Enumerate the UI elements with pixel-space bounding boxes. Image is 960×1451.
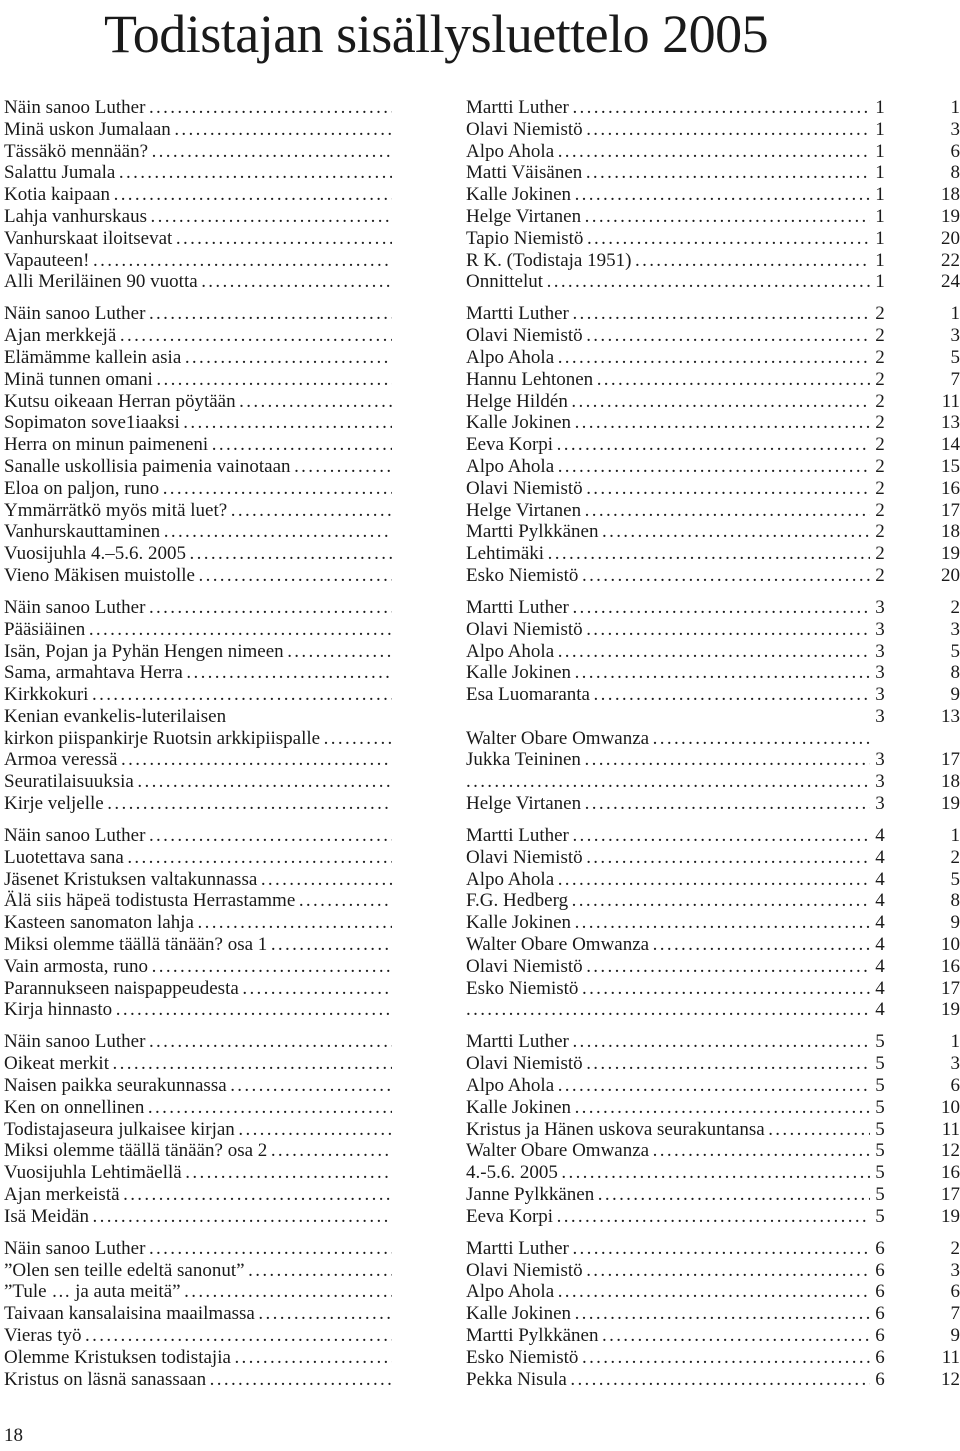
- toc-entry: [4, 1369, 960, 1391]
- toc-entry: [4, 1238, 960, 1260]
- entry-title: Minä uskon Jumalaan . . .: [4, 119, 392, 141]
- entry-author: Walter Obare Omwanza . . .: [466, 728, 870, 750]
- toc-entry: [4, 206, 960, 228]
- entry-issue: 4: [875, 955, 885, 977]
- entry-author: Hannu Lehtonen . . .: [466, 369, 870, 391]
- entry-title: Miksi olemme täällä tänään? osa 2 . . .: [4, 1140, 392, 1162]
- entry-issue: 2: [875, 455, 885, 477]
- entry-author: Kalle Jokinen . . .: [466, 912, 870, 934]
- entry-page: 20: [941, 564, 960, 586]
- entry-page: 11: [941, 1346, 960, 1368]
- entry-author: Olavi Niemistö . . .: [466, 325, 870, 347]
- entry-page: 1: [950, 1031, 960, 1053]
- entry-page: 24: [941, 271, 960, 293]
- entry-page: 22: [941, 249, 960, 271]
- entry-issue: 5: [875, 1205, 885, 1227]
- toc-entry: [4, 1053, 960, 1075]
- entry-author: Martti Pylkkänen . . .: [466, 1325, 870, 1347]
- entry-author: Olavi Niemistö . . .: [466, 1053, 870, 1075]
- entry-title: Taivaan kansalaisina maailmassa . . .: [4, 1303, 392, 1325]
- toc-entry: [4, 912, 960, 934]
- entry-page: 20: [941, 227, 960, 249]
- entry-title: Lahja vanhurskaus . . .: [4, 206, 392, 228]
- entry-author: Eeva Korpi . . .: [466, 1206, 870, 1228]
- entry-author: Esko Niemistö . . .: [466, 978, 870, 1000]
- entry-author: Martti Luther . . .: [466, 1031, 870, 1053]
- toc-entry: [4, 228, 960, 250]
- toc-entry: [4, 934, 960, 956]
- entry-author: Olavi Niemistö . . .: [466, 119, 870, 141]
- entry-page: 8: [950, 162, 960, 184]
- entry-author: Alpo Ahola . . .: [466, 456, 870, 478]
- entry-page: 2: [950, 846, 960, 868]
- entry-issue: 1: [875, 184, 885, 206]
- entry-issue: 5: [875, 1184, 885, 1205]
- entry-page: 3: [950, 1053, 960, 1075]
- toc-entry: [4, 347, 960, 369]
- entry-page: 19: [941, 205, 960, 227]
- entry-author: Alpo Ahola . . .: [466, 869, 870, 891]
- entry-page: 9: [950, 1324, 960, 1346]
- entry-issue: 4: [875, 999, 885, 1021]
- entry-title: Herra on minun paimeneni . . .: [4, 434, 392, 456]
- toc-entry: [4, 1260, 960, 1282]
- entry-page: 12: [941, 1368, 960, 1390]
- entry-author: Alpo Ahola . . .: [466, 347, 870, 369]
- page-title: Todistajan sisällysluettelo 2005: [104, 4, 769, 64]
- toc-entry: [4, 325, 960, 347]
- toc-entry: [4, 97, 960, 119]
- entry-title: kirkon piispankirje Ruotsin arkkipiispalle . . .: [4, 728, 392, 750]
- entry-author: Olavi Niemistö . . .: [466, 956, 870, 978]
- entry-title: Elämämme kallein asia . . .: [4, 347, 392, 369]
- entry-issue: 6: [875, 1303, 885, 1325]
- issue-group: [4, 825, 960, 1021]
- entry-issue: 2: [875, 564, 885, 586]
- entry-issue: 6: [875, 1259, 885, 1281]
- entry-page: 7: [950, 368, 960, 390]
- entry-page: 19: [941, 1205, 960, 1227]
- entry-issue: 1: [875, 227, 885, 249]
- entry-author: Tapio Niemistö . . .: [466, 228, 870, 250]
- entry-issue: 1: [875, 205, 885, 227]
- entry-page: 16: [941, 955, 960, 977]
- entry-issue: 2: [875, 499, 885, 521]
- entry-author: Olavi Niemistö . . .: [466, 619, 870, 641]
- toc-entry: [4, 793, 960, 815]
- entry-page: 5: [950, 640, 960, 662]
- entry-page: 6: [950, 140, 960, 162]
- entry-issue: 6: [875, 1237, 885, 1259]
- entry-author: Onnittelut . . .: [466, 271, 870, 293]
- entry-author: Walter Obare Omwanza . . .: [466, 1140, 870, 1162]
- toc-entry: [4, 162, 960, 184]
- entry-title: Kristus on läsnä sanassaan . . .: [4, 1369, 392, 1391]
- entry-page: 19: [941, 543, 960, 565]
- toc-entry: [4, 478, 960, 500]
- entry-page: 13: [941, 412, 960, 434]
- entry-author: Martti Luther . . .: [466, 1238, 870, 1260]
- entry-author: Esko Niemistö . . .: [466, 1347, 870, 1369]
- entry-author: Helge Hildén . . .: [466, 391, 870, 413]
- toc-entry: [4, 184, 960, 206]
- entry-page: 5: [950, 868, 960, 890]
- entry-author: Kalle Jokinen . . .: [466, 662, 870, 684]
- toc-entry: [4, 847, 960, 869]
- entry-title: Naisen paikka seurakunnassa . . .: [4, 1075, 392, 1097]
- entry-author: Olavi Niemistö . . .: [466, 847, 870, 869]
- entry-title: Armoa veressä . . .: [4, 749, 392, 771]
- entry-page: 8: [950, 890, 960, 912]
- entry-author: Jukka Teininen . . .: [466, 749, 870, 771]
- issue-group: [4, 303, 960, 586]
- entry-author: Martti Luther . . .: [466, 303, 870, 325]
- entry-issue: 2: [875, 477, 885, 499]
- entry-title: Älä siis häpeä todistusta Herrastamme . . .: [4, 890, 392, 912]
- entry-page: 17: [941, 1184, 960, 1205]
- entry-page: 19: [941, 793, 960, 815]
- toc-entry: [4, 303, 960, 325]
- entry-title: Ajan merkeistä . . .: [4, 1184, 392, 1206]
- entry-page: 10: [941, 934, 960, 956]
- entry-title: Minä tunnen omani . . .: [4, 369, 392, 391]
- entry-author: Kristus ja Hänen uskova seurakuntansa . . .: [466, 1119, 870, 1141]
- entry-title: ”Olen sen teille edeltä sanonut” . . .: [4, 1260, 392, 1282]
- entry-title: Alli Meriläinen 90 vuotta . . .: [4, 271, 392, 293]
- entry-author: F.G. Hedberg . . .: [466, 890, 870, 912]
- entry-author: Olavi Niemistö . . .: [466, 1260, 870, 1282]
- entry-title: Vain armosta, runo . . .: [4, 956, 392, 978]
- entry-issue: 2: [875, 434, 885, 456]
- entry-title: Näin sanoo Luther . . .: [4, 1031, 392, 1053]
- entry-issue: 4: [875, 977, 885, 999]
- entry-issue: 2: [875, 346, 885, 368]
- entry-page: 19: [941, 999, 960, 1021]
- toc-entry: [4, 1303, 960, 1325]
- entry-issue: 5: [875, 1031, 885, 1053]
- entry-author: Martti Luther . . .: [466, 597, 870, 619]
- entry-page: 17: [941, 977, 960, 999]
- toc-entry: [4, 250, 960, 272]
- entry-page: 16: [941, 1162, 960, 1184]
- entry-issue: 2: [875, 521, 885, 543]
- entry-title: Kutsu oikeaan Herran pöytään . . .: [4, 391, 392, 413]
- entry-issue: 4: [875, 846, 885, 868]
- entry-title: Näin sanoo Luther . . .: [4, 303, 392, 325]
- entry-title: Näin sanoo Luther . . .: [4, 597, 392, 619]
- entry-author: Helge Virtanen . . .: [466, 500, 870, 522]
- toc-entry: [4, 749, 960, 771]
- entry-title: Vuosijuhla 4.–5.6. 2005 . . .: [4, 543, 392, 565]
- entry-title: Näin sanoo Luther . . .: [4, 825, 392, 847]
- toc-entry: [4, 543, 960, 565]
- toc-entry: [4, 1162, 960, 1184]
- entry-page: 2: [950, 1237, 960, 1259]
- entry-page: 7: [950, 1303, 960, 1325]
- entry-page: 13: [941, 705, 960, 727]
- entry-author: Janne Pylkkänen . . .: [466, 1184, 870, 1206]
- entry-title: Sopimaton sove1iaaksi . . .: [4, 412, 392, 434]
- entry-author: Martti Luther . . .: [466, 97, 870, 119]
- entry-issue: 5: [875, 1162, 885, 1184]
- entry-title: Miksi olemme täällä tänään? osa 1 . . .: [4, 934, 392, 956]
- entry-author: 4.-5.6. 2005 . . .: [466, 1162, 870, 1184]
- toc-entry: [4, 825, 960, 847]
- entry-page: 3: [950, 118, 960, 140]
- entry-issue: 6: [875, 1281, 885, 1303]
- entry-author: Kalle Jokinen . . .: [466, 412, 870, 434]
- toc-entry: [4, 771, 960, 793]
- entry-author: Esko Niemistö . . .: [466, 565, 870, 587]
- toc-entry: [4, 434, 960, 456]
- entry-issue: 5: [875, 1053, 885, 1075]
- entry-page: 2: [950, 596, 960, 618]
- entry-issue: 3: [875, 640, 885, 662]
- toc-entry: [4, 1281, 960, 1303]
- entry-author: Alpo Ahola . . .: [466, 141, 870, 163]
- entry-author: Olavi Niemistö . . .: [466, 478, 870, 500]
- entry-issue: 3: [875, 618, 885, 640]
- entry-page: 16: [941, 477, 960, 499]
- entry-title: Ajan merkkejä . . .: [4, 325, 392, 347]
- entry-title: Kasteen sanomaton lahja . . .: [4, 912, 392, 934]
- entry-issue: 4: [875, 912, 885, 934]
- entry-issue: 6: [875, 1368, 885, 1390]
- entry-author: Pekka Nisula . . .: [466, 1369, 870, 1391]
- toc-entry: [4, 391, 960, 413]
- toc-entry: [4, 890, 960, 912]
- toc-entry: [4, 641, 960, 663]
- issue-group: [4, 1031, 960, 1227]
- toc-entry: [4, 369, 960, 391]
- entry-title: Olemme Kristuksen todistajia . . .: [4, 1347, 392, 1369]
- toc-entry: [4, 1206, 960, 1228]
- entry-title: Eloa on paljon, runo . . .: [4, 478, 392, 500]
- toc-entry: [4, 521, 960, 543]
- entry-page: 9: [950, 912, 960, 934]
- entry-issue: 2: [875, 543, 885, 565]
- toc-entry: [4, 999, 960, 1021]
- toc-entry: [4, 978, 960, 1000]
- entry-page: 9: [950, 684, 960, 706]
- entry-issue: 3: [875, 771, 885, 793]
- entry-issue: 5: [875, 1140, 885, 1162]
- entry-title: Jäsenet Kristuksen valtakunnassa . . .: [4, 869, 392, 891]
- toc-entry: [4, 271, 960, 293]
- entry-issue: 3: [875, 684, 885, 706]
- entry-title: Kirje veljelle . . .: [4, 793, 392, 815]
- toc-entry: [4, 597, 960, 619]
- entry-issue: 2: [875, 325, 885, 347]
- entry-issue: 1: [875, 271, 885, 293]
- toc-entry: [4, 456, 960, 478]
- entry-title: Luotettava sana . . .: [4, 847, 392, 869]
- entry-page: 18: [941, 521, 960, 543]
- toc-entry: [4, 1140, 960, 1162]
- entry-title: Vanhurskauttaminen . . .: [4, 521, 392, 543]
- entry-author: R K. (Todistaja 1951) . . .: [466, 250, 870, 272]
- entry-issue: 6: [875, 1324, 885, 1346]
- entry-page: 6: [950, 1281, 960, 1303]
- entry-issue: 5: [875, 1096, 885, 1118]
- issue-group: [4, 1238, 960, 1391]
- entry-author: Kalle Jokinen . . .: [466, 184, 870, 206]
- toc-entry: [4, 684, 960, 706]
- entry-title: Näin sanoo Luther . . .: [4, 97, 392, 119]
- toc-entry: [4, 1325, 960, 1347]
- toc-entry: [4, 565, 960, 587]
- entry-issue: 4: [875, 890, 885, 912]
- toc-entry: [4, 1097, 960, 1119]
- entry-issue: 4: [875, 825, 885, 847]
- entry-author: Esa Luomaranta . . .: [466, 684, 870, 706]
- entry-page: 14: [941, 434, 960, 456]
- entry-page: 6: [950, 1075, 960, 1097]
- entry-author: Alpo Ahola . . .: [466, 1075, 870, 1097]
- entry-title: ”Tule … ja auta meitä” . . .: [4, 1281, 392, 1303]
- entry-page: 10: [941, 1096, 960, 1118]
- table-of-contents: [4, 97, 960, 1401]
- entry-issue: 2: [875, 368, 885, 390]
- entry-title: Kirja hinnasto . . .: [4, 999, 392, 1021]
- entry-title: Sama, armahtava Herra . . .: [4, 662, 392, 684]
- entry-issue: 2: [875, 303, 885, 325]
- entry-page: 3: [950, 618, 960, 640]
- entry-issue: 5: [875, 1075, 885, 1097]
- entry-title: Pääsiäinen . . .: [4, 619, 392, 641]
- toc-entry: [4, 1075, 960, 1097]
- entry-page: 5: [950, 346, 960, 368]
- entry-title: Sanalle uskollisia paimenia vainotaan . . .: [4, 456, 392, 478]
- entry-title: Ymmärrätkö myös mitä luet? . . .: [4, 500, 392, 522]
- entry-author: Helge Virtanen . . .: [466, 793, 870, 815]
- entry-page: 3: [950, 325, 960, 347]
- entry-page: 18: [941, 771, 960, 793]
- entry-page: 11: [941, 390, 960, 412]
- entry-author: Eeva Korpi . . .: [466, 434, 870, 456]
- entry-issue: 2: [875, 390, 885, 412]
- issue-group: [4, 97, 960, 293]
- toc-entry: [4, 662, 960, 684]
- entry-issue: 1: [875, 249, 885, 271]
- entry-page: 15: [941, 455, 960, 477]
- entry-issue: 3: [875, 749, 885, 771]
- toc-entry: [4, 412, 960, 434]
- entry-page: 1: [950, 97, 960, 118]
- entry-author: [466, 771, 870, 793]
- entry-title: Todistajaseura julkaisee kirjan . . .: [4, 1119, 392, 1141]
- toc-entry: [4, 500, 960, 522]
- toc-entry: [4, 1347, 960, 1369]
- entry-issue: 1: [875, 97, 885, 118]
- entry-title: Parannukseen naispappeudesta . . .: [4, 978, 392, 1000]
- entry-title: Seuratilaisuuksia . . .: [4, 771, 392, 793]
- entry-title-line: Kenian evankelis-luterilaisen: [4, 705, 227, 727]
- entry-issue: 3: [875, 662, 885, 684]
- entry-author: Martti Pylkkänen . . .: [466, 521, 870, 543]
- toc-entry: [4, 1119, 960, 1141]
- entry-page: 1: [950, 303, 960, 325]
- entry-page: 8: [950, 662, 960, 684]
- entry-title: Näin sanoo Luther . . .: [4, 1238, 392, 1260]
- entry-issue: 3: [875, 793, 885, 815]
- entry-title: Isä Meidän . . .: [4, 1206, 392, 1228]
- entry-issue: 1: [875, 118, 885, 140]
- entry-title: Ken on onnellinen . . .: [4, 1097, 392, 1119]
- entry-issue: 1: [875, 140, 885, 162]
- entry-issue: 2: [875, 412, 885, 434]
- entry-author: Martti Luther . . .: [466, 825, 870, 847]
- entry-title: Vieras työ . . .: [4, 1325, 392, 1347]
- entry-page: 17: [941, 499, 960, 521]
- entry-author: Matti Väisänen . . .: [466, 162, 870, 184]
- entry-issue: 4: [875, 868, 885, 890]
- entry-page: 1: [950, 825, 960, 847]
- entry-author: [466, 999, 870, 1021]
- entry-title: Vuosijuhla Lehtimäellä . . .: [4, 1162, 392, 1184]
- entry-title: Tässäkö mennään? . . .: [4, 141, 392, 163]
- page-number: 18: [4, 1425, 23, 1446]
- toc-entry: [4, 869, 960, 891]
- entry-page: 12: [941, 1140, 960, 1162]
- entry-title: Vapauteen! . . .: [4, 250, 392, 272]
- entry-title: Kirkkokuri . . .: [4, 684, 392, 706]
- toc-entry: [4, 1031, 960, 1053]
- entry-author: Walter Obare Omwanza . . .: [466, 934, 870, 956]
- entry-page: 11: [941, 1118, 960, 1140]
- entry-issue: 3: [875, 596, 885, 618]
- entry-author: Kalle Jokinen . . .: [466, 1097, 870, 1119]
- toc-entry: [4, 956, 960, 978]
- entry-author: Lehtimäki . . .: [466, 543, 870, 565]
- entry-issue: 1: [875, 162, 885, 184]
- toc-entry: [4, 141, 960, 163]
- entry-title: Vanhurskaat iloitsevat . . .: [4, 228, 392, 250]
- entry-title: Oikeat merkit . . .: [4, 1053, 392, 1075]
- toc-entry: [4, 706, 960, 750]
- toc-entry: [4, 619, 960, 641]
- entry-title: Salattu Jumala . . .: [4, 162, 392, 184]
- entry-title: Kotia kaipaan . . .: [4, 184, 392, 206]
- entry-issue: 6: [875, 1346, 885, 1368]
- issue-group: [4, 597, 960, 815]
- toc-entry: [4, 119, 960, 141]
- entry-page: 17: [941, 749, 960, 771]
- entry-author: Helge Virtanen . . .: [466, 206, 870, 228]
- entry-title: Vieno Mäkisen muistolle . . .: [4, 565, 392, 587]
- entry-author: Alpo Ahola . . .: [466, 641, 870, 663]
- entry-issue: 3: [875, 705, 885, 727]
- entry-title: Isän, Pojan ja Pyhän Hengen nimeen . . .: [4, 641, 392, 663]
- entry-page: 3: [950, 1259, 960, 1281]
- entry-page: 18: [941, 184, 960, 206]
- entry-author: Alpo Ahola . . .: [466, 1281, 870, 1303]
- entry-issue: 4: [875, 934, 885, 956]
- entry-issue: 5: [875, 1118, 885, 1140]
- entry-author: Kalle Jokinen . . .: [466, 1303, 870, 1325]
- toc-entry: [4, 1184, 960, 1206]
